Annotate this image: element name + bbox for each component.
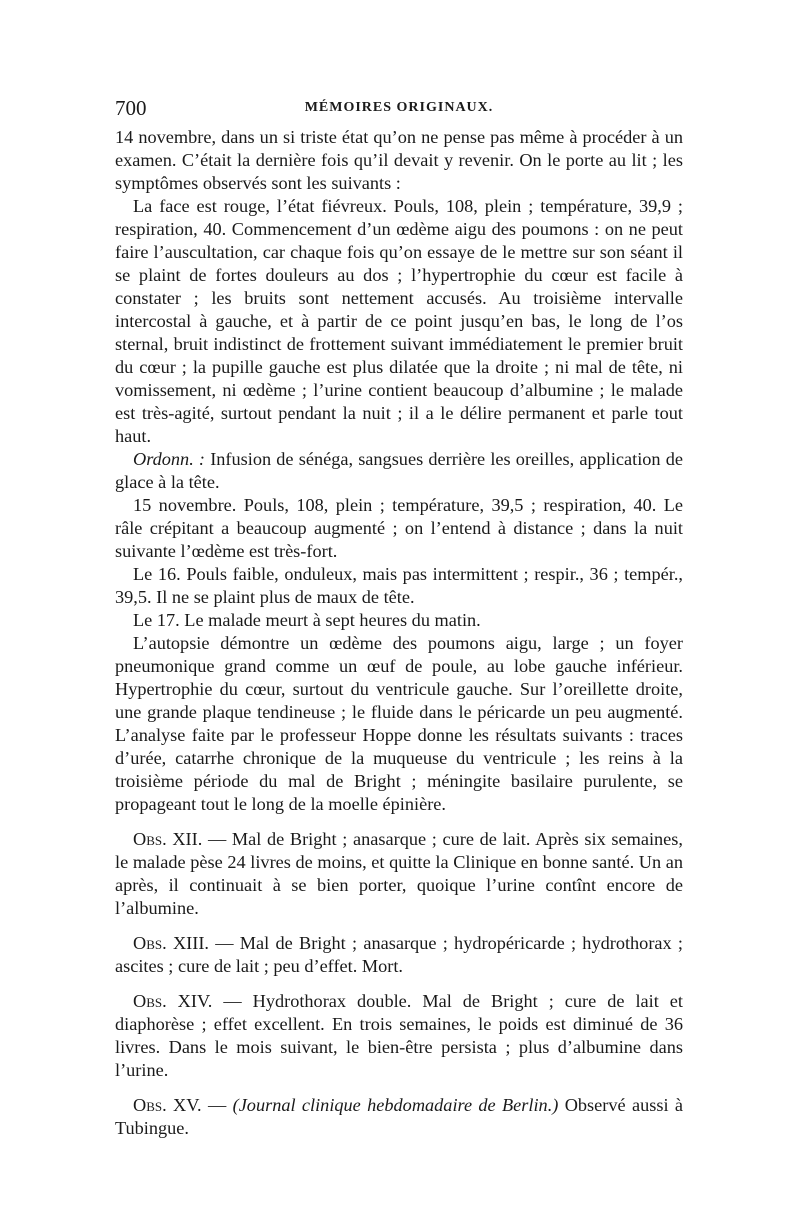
observation-xiii: Obs. XIII. — Mal de Bright ; anasarque ; hydropéricarde ; hydrothorax ; ascites ; cure de lait ; peu d’effet. Mort. (115, 933, 684, 976)
observation-label: Obs. XIV. (133, 991, 213, 1011)
body-text (115, 126, 683, 1140)
paragraph-autopsy: L’autopsie démontre un œdème des poumons aigu, large ; un foyer pneumonique grand comme un œuf de poule, au lobe gauche inférieur. Hypertrophie du cœur, surtout du ventricule gauche. Sur l’oreillette droite, une grande plaque tendineuse ; le fluide dans le péricarde un peu augmenté. L’analyse faite par le professeur Hoppe donne les résultats suivants : traces d’urée, catarrhe chronique de la muqueuse du ventricule ; les reins à la troisième période du mal de Bright ; méningite basilaire purulente, se propageant tout le long de la moelle épinière. (115, 633, 683, 814)
observation-label: Obs. XV. (133, 1095, 202, 1115)
observation-label: Obs. XII. (133, 829, 203, 849)
journal-title: (Journal clinique hebdomadaire de Berlin.) (232, 1095, 559, 1115)
observation-xiv: Obs. XIV. — Hydrothorax double. Mal de Bright ; cure de lait et diaphorèse ; effet excellent. En trois semaines, le poids est diminué de 36 livres. Dans le mois suivant, le bien-être persista ; plus d’albumine dans l’urine. (115, 991, 683, 1080)
running-title: MÉMOIRES ORIGINAUX. (304, 100, 494, 115)
paragraph-symptoms: La face est rouge, l’état fiévreux. Pouls, 108, plein ; température, 39,9 ; respiration, 40. Commencement d’un œdème aigu des poumons : on ne peut faire l’auscultation, car chaque fois qu’on essaye de le mettre sur son séant il se plaint de fortes douleurs au dos ; l’hypertrophie du cœur est facile à constater ; les bruits sont nettement accusés. Au troisième intervalle intercostal à gauche, et à partir de ce point jusqu’en bas, le long de l’os sternal, bruit indistinct de frottement suivant immédiatement le premier bruit du cœur ; la pupille gauche est plus dilatée que la droite ; ni mal de tête, ni vomissement, ni œdème ; l’urine contient beaucoup d’albumine ; le malade est très-agité, surtout pendant la nuit ; il a le délire permanent et parle tout haut. (115, 196, 683, 446)
observation-label: Obs. XIII. (133, 933, 209, 953)
page-header (115, 96, 683, 124)
paragraph-continuation: 14 novembre, dans un si triste état qu’on ne pense pas même à procéder à un examen. C’était la dernière fois qu’il devait y revenir. On le porte au lit ; les symptômes observés sont les suivants : (115, 127, 683, 193)
paragraph-day-17: Le 17. Le malade meurt à sept heures du matin. (133, 610, 481, 630)
paragraph-day-16: Le 16. Pouls faible, onduleux, mais pas intermittent ; respir., 36 ; tempér., 39,5. Il ne se plaint plus de maux de tête. (115, 564, 683, 607)
paragraph-prescription: Ordonn. : Infusion de sénéga, sangsues derrière les oreilles, application de glace à la tête. (115, 449, 683, 492)
prescription-label: Ordonn. : (133, 449, 206, 469)
page-number: 700 (115, 96, 147, 120)
paragraph-nov-15: 15 novembre. Pouls, 108, plein ; température, 39,5 ; respiration, 40. Le râle crépitant a beaucoup augmenté ; on l’entend à distance ; dans la nuit suivante l’œdème est très-fort. (115, 495, 683, 561)
observation-xv: Obs. XV. — (Journal clinique hebdomadaire de Berlin.) Observé aussi à Tubingue. (115, 1095, 683, 1138)
observation-xii: Obs. XII. — Mal de Bright ; anasarque ; cure de lait. Après six semaines, le malade pèse 24 livres de moins, et quitte la Clinique en bonne santé. Un an après, il continuait à se bien porter, quoique l’urine contînt encore de l’albumine. (115, 829, 683, 918)
